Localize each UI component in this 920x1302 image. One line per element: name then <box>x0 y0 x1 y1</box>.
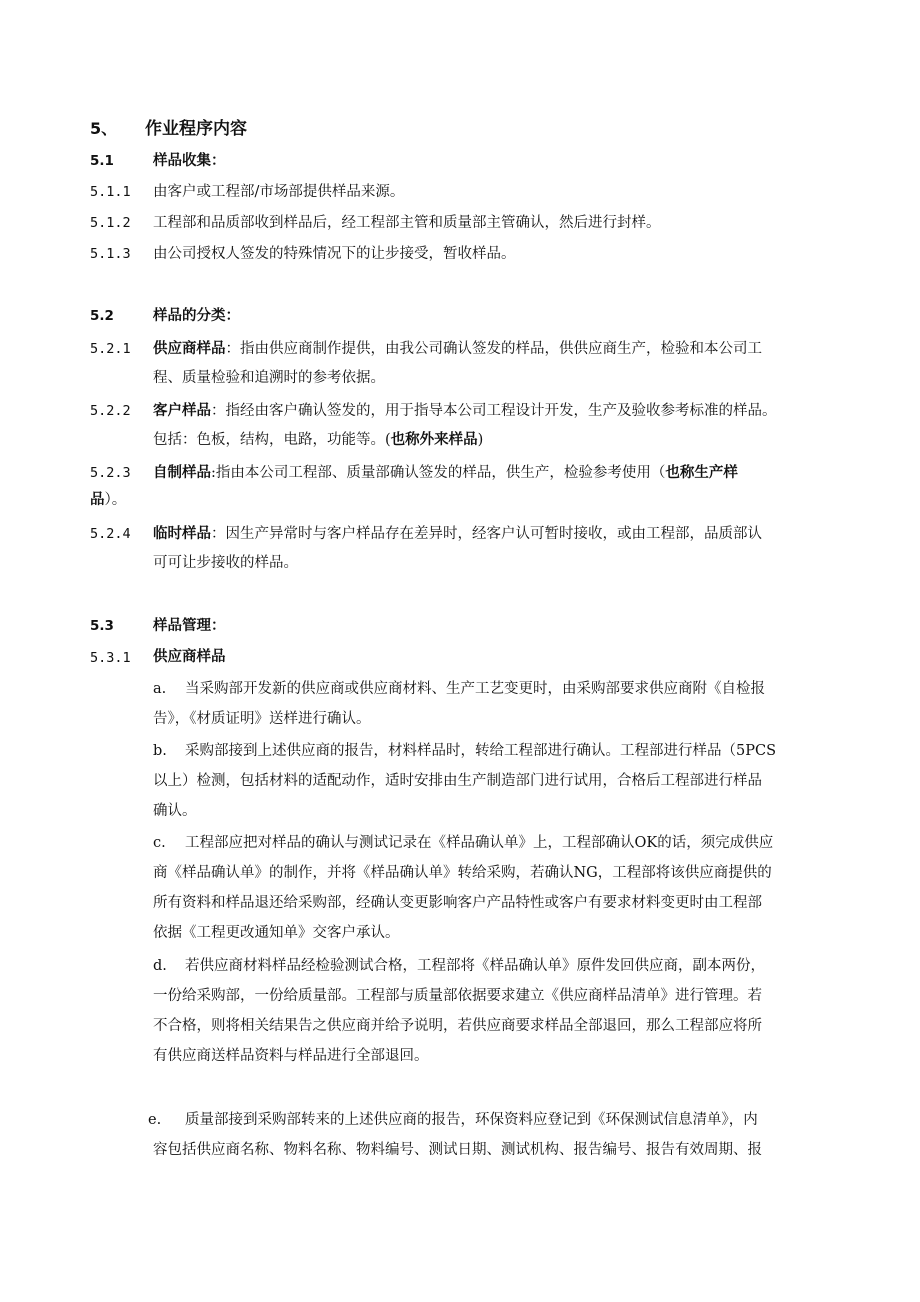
item-text-line <box>90 490 126 510</box>
subsection-title: 样品管理： <box>153 618 226 634</box>
item-text-line: ：指由供应商制作提供，由我公司确认签发的样品，供供应商生产，检验和本公司工 <box>225 341 762 357</box>
item-text-line <box>153 430 483 450</box>
item-number: 5.2.2 <box>90 403 131 419</box>
list-item-line: 有供应商送样品资料与样品进行全部退回。 <box>153 1048 429 1064</box>
list-item-line: 工程部应把对样品的确认与测试记录在《样品确认单》上，工程部确认OK的话，须完成供应 <box>185 835 774 851</box>
section-title: 作业程序内容 <box>145 119 247 139</box>
list-item-line: 依据《工程更改通知单》交客户承认。 <box>153 925 400 941</box>
item-title: 供应商样品 <box>153 649 226 665</box>
list-item-line: 当采购部开发新的供应商或供应商材料、生产工艺变更时，由采购部要求供应商附《自检报 <box>185 681 765 697</box>
list-item-line: 确认。 <box>153 803 197 819</box>
item-text-line: 可可让步接收的样品。 <box>153 555 298 571</box>
alias-label: 也称外来样品 <box>390 432 478 448</box>
list-item-line: 不合格，则将相关结果告之供应商并给予说明，若供应商要求样品全部退回，那么工程部应将所 <box>153 1018 762 1034</box>
term-label: 供应商样品 <box>153 341 226 357</box>
item-number: 5.1.1 <box>90 184 131 200</box>
subsection-title: 样品收集： <box>153 153 226 169</box>
list-label: b. <box>153 743 167 759</box>
text-span: 包括：色板，结构，电路，功能等。( <box>153 432 391 448</box>
item-text <box>153 524 762 544</box>
list-item-line: 告》，《材质证明》送样进行确认。 <box>153 711 371 727</box>
list-label: a. <box>153 681 167 697</box>
list-item-line: 若供应商材料样品经检验测试合格，工程部将《样品确认单》原件发回供应商，副本两份， <box>185 958 765 974</box>
list-item-line: 容包括供应商名称、物料名称、物料编号、测试日期、测试机构、报告编号、报告有效周期、报 <box>153 1142 762 1158</box>
item-text-line: 程、质量检验和追溯时的参考依据。 <box>153 370 385 386</box>
text-span: ) <box>477 432 484 448</box>
term-label: 临时样品 <box>153 526 211 542</box>
item-text: 由客户或工程部/市场部提供样品来源。 <box>153 184 405 200</box>
list-label: d. <box>153 958 167 974</box>
item-number: 5.1.2 <box>90 215 131 231</box>
alias-label: 也称生产样 <box>665 465 738 481</box>
list-item-line: 采购部接到上述供应商的报告，材料样品时，转给工程部进行确认。工程部进行样品（5PCS <box>185 743 777 759</box>
item-text: 由公司授权人签发的特殊情况下的让步接受，暂收样品。 <box>153 246 516 262</box>
text-span: :指由本公司工程部、质量部确认签发的样品，供生产，检验参考使用（ <box>211 465 666 481</box>
list-item-line: 所有资料和样品退还给采购部，经确认变更影响客户产品特性或客户有要求材料变更时由工程部 <box>153 895 762 911</box>
subsection-title: 样品的分类： <box>153 308 240 324</box>
item-number: 5.2.4 <box>90 526 131 542</box>
list-item-line: 一份给采购部，一份给质量部。工程部与质量部依据要求建立《供应商样品清单》进行管理。若 <box>153 988 762 1004</box>
item-text <box>153 463 738 483</box>
list-label: c. <box>153 835 166 851</box>
alias-label: 品 <box>90 492 105 508</box>
text-span: ）。 <box>104 492 127 508</box>
subsection-number: 5.3 <box>90 618 114 634</box>
item-text-line: ：因生产异常时与客户样品存在差异时，经客户认可暂时接收，或由工程部，品质部认 <box>211 526 762 542</box>
subsection-number: 5.1 <box>90 153 114 169</box>
list-item-line: 质量部接到采购部转来的上述供应商的报告，环保资料应登记到《环保测试信息清单》，内 <box>185 1112 758 1128</box>
list-item-line: 以上）检测，包括材料的适配动作，适时安排由生产制造部门进行试用，合格后工程部进行样品 <box>153 773 762 789</box>
item-number: 5.2.3 <box>90 465 131 481</box>
item-text: 工程部和品质部收到样品后，经工程部主管和质量部主管确认，然后进行封样。 <box>153 215 661 231</box>
subsection-number: 5.2 <box>90 308 114 324</box>
item-number: 5.2.1 <box>90 341 131 357</box>
list-item-line: 商《样品确认单》的制作，并将《样品确认单》转给采购，若确认NG，工程部将该供应商提供的 <box>153 865 772 881</box>
item-text-line: ：指经由客户确认签发的，用于指导本公司工程设计开发，生产及验收参考标准的样品。 <box>211 403 777 419</box>
section-number: 5、 <box>90 119 118 138</box>
term-label: 客户样品 <box>153 403 211 419</box>
item-text <box>153 339 762 359</box>
item-text <box>153 401 777 421</box>
item-number: 5.1.3 <box>90 246 131 262</box>
item-number: 5.3.1 <box>90 650 131 666</box>
list-label: e. <box>148 1112 162 1128</box>
term-label: 自制样品 <box>153 465 211 481</box>
